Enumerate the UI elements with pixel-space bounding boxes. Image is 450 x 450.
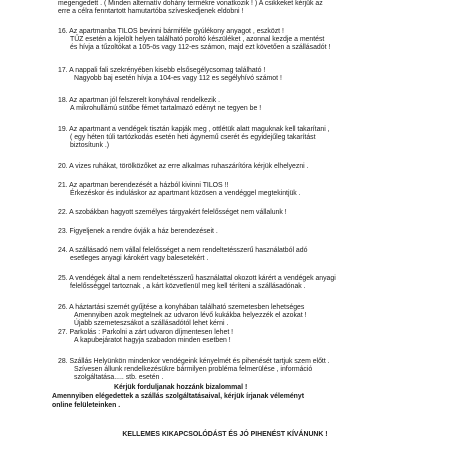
- rule-item-24: [58, 247, 438, 263]
- closing-review-line: Amennyiben elégedettek a szállás szolgáltatásaival, kérjük írjanak véleményt: [52, 393, 305, 400]
- rule-line: Érkezéskor és induláskor az apartmant közösen a vendéggel megtekintjük .: [70, 190, 301, 198]
- rule-line: Az apartmant a vendégek tisztán kapják meg , ottlétük alatt maguknak kell takarítani ,: [69, 126, 330, 133]
- rule-line: esetleges anyagi károkért vagy balesetekért .: [70, 255, 209, 263]
- rule-item-21: [58, 182, 438, 198]
- rule-line: erre a célra fenntartott hamutartóba szíveskedjenek eldobni !: [58, 8, 244, 16]
- rule-line: Az apartman jól felszerelt konyhával rendelkezik .: [69, 97, 221, 104]
- rule-number: 20.: [58, 163, 68, 170]
- rule-number: 28.: [58, 358, 68, 365]
- rule-line: A kapubejáratot hagyja szabadon minden esetben !: [74, 337, 231, 345]
- rule-item-27: [58, 329, 438, 345]
- rule-number: 18.: [58, 97, 68, 104]
- rule-line: A vizes ruhákat, törölközőket az erre alkalmas ruhaszárítóra kérjük elhelyezni .: [69, 163, 309, 170]
- rule-line: Újabb szemeteszsákot a szállásadótól lehet kérni .: [74, 320, 229, 328]
- rule-item-22: [58, 209, 438, 217]
- rule-line: megengedett . ( Minden alternatív dohány termékre vonatkozik ! ) A csikkeket kérjük az: [58, 0, 323, 7]
- rule-item-16: [58, 28, 438, 53]
- rule-line: szolgáltatása..... stb. esetén .: [74, 374, 164, 382]
- rule-item-26: [58, 304, 438, 329]
- rule-item-28: [58, 358, 438, 383]
- farewell-heading: KELLEMES KIKAPCSOLÓDÁST ÉS JÓ PIHENÉST KÍVÁNUNK !: [122, 431, 328, 438]
- rule-line: felelősséggel tartoznak , a kárt közvetlenül meg kell téríteni a szállásadónak .: [70, 283, 306, 291]
- rule-number: 16.: [58, 28, 68, 35]
- rule-line: Az apartman berendezését a házból kivinni TILOS !!: [69, 182, 229, 189]
- rule-number: 21.: [58, 182, 68, 189]
- rule-line: A nappali fali szekrényében kisebb elsősegélycsomag található !: [69, 67, 266, 74]
- rule-item-23: [58, 228, 438, 236]
- rule-number: 17.: [58, 67, 68, 74]
- rule-line: A háztartási szemét gyűjtése a konyhában található szemetesben lehetséges: [69, 304, 305, 311]
- rule-item-19: [58, 126, 438, 151]
- closing-online-line: online felületeinken .: [52, 402, 121, 409]
- rule-line: Figyeljenek a rendre óvják a ház berendezéseit .: [69, 228, 218, 235]
- rule-item-18: [58, 97, 438, 113]
- rule-line: TŰZ esetén a kijelölt helyen található poroltó készüléket , azonnal kezdje a mentést: [70, 36, 325, 44]
- rule-line: ( egy héten túli tartózkodás esetén heti ágynemű cserét és egyidejűleg takarítást: [70, 134, 316, 142]
- rule-item-20: [58, 163, 438, 171]
- rule-line: Az apartmanba TILOS bevinni bármiféle gyúlékony anyagot , eszközt !: [69, 28, 284, 35]
- rule-line: A szállásadó nem vállal felelősséget a nem rendeltetésszerű használatból adó: [69, 247, 308, 254]
- rule-line: Szívesen állunk rendelkezésükre bármilyen probléma felmerülése , információ: [74, 366, 313, 374]
- closing-trust-line: Kérjük forduljanak hozzánk bizalommal !: [114, 384, 248, 391]
- rule-item-17: [58, 67, 438, 83]
- rule-item-continuation: [58, 0, 438, 16]
- rule-number: 19.: [58, 126, 68, 133]
- rule-line: A mikrohullámú sütőbe fémet tartalmazó edényt ne tegyen be !: [70, 105, 262, 113]
- rule-line: A vendégek által a nem rendeltetésszerű használattal okozott kárért a vendégek anyagi: [69, 275, 336, 282]
- rule-line: biztosítunk .): [70, 142, 110, 150]
- rule-number: 25.: [58, 275, 68, 282]
- rule-line: Parkolás : Parkolni a zárt udvaron díjmentesen lehet !: [69, 329, 234, 336]
- rule-number: 26.: [58, 304, 68, 311]
- rule-item-25: [58, 275, 438, 291]
- rule-number: 27.: [58, 329, 68, 336]
- rule-line: és hívja a tűzoltókat a 105-ös vagy 112-es számon, majd ezt követően a szállásadót !: [70, 44, 331, 52]
- rule-line: A szobákban hagyott személyes tárgyakért felelősséget nem vállalunk !: [69, 209, 287, 216]
- rule-line: Amennyiben azok megtelnek az udvaron lévő kukákba helyezzék el azokat !: [74, 312, 307, 320]
- rule-line: Szállás Helyünkön mindenkor vendégeink kényelmét és pihenését tartjuk szem előtt .: [69, 358, 330, 365]
- rule-number: 24.: [58, 247, 68, 254]
- rule-line: Nagyobb baj esetén hívja a 104-es vagy 112 es segélyhívó számot !: [74, 75, 282, 83]
- rule-number: 22.: [58, 209, 68, 216]
- rule-number: 23.: [58, 228, 68, 235]
